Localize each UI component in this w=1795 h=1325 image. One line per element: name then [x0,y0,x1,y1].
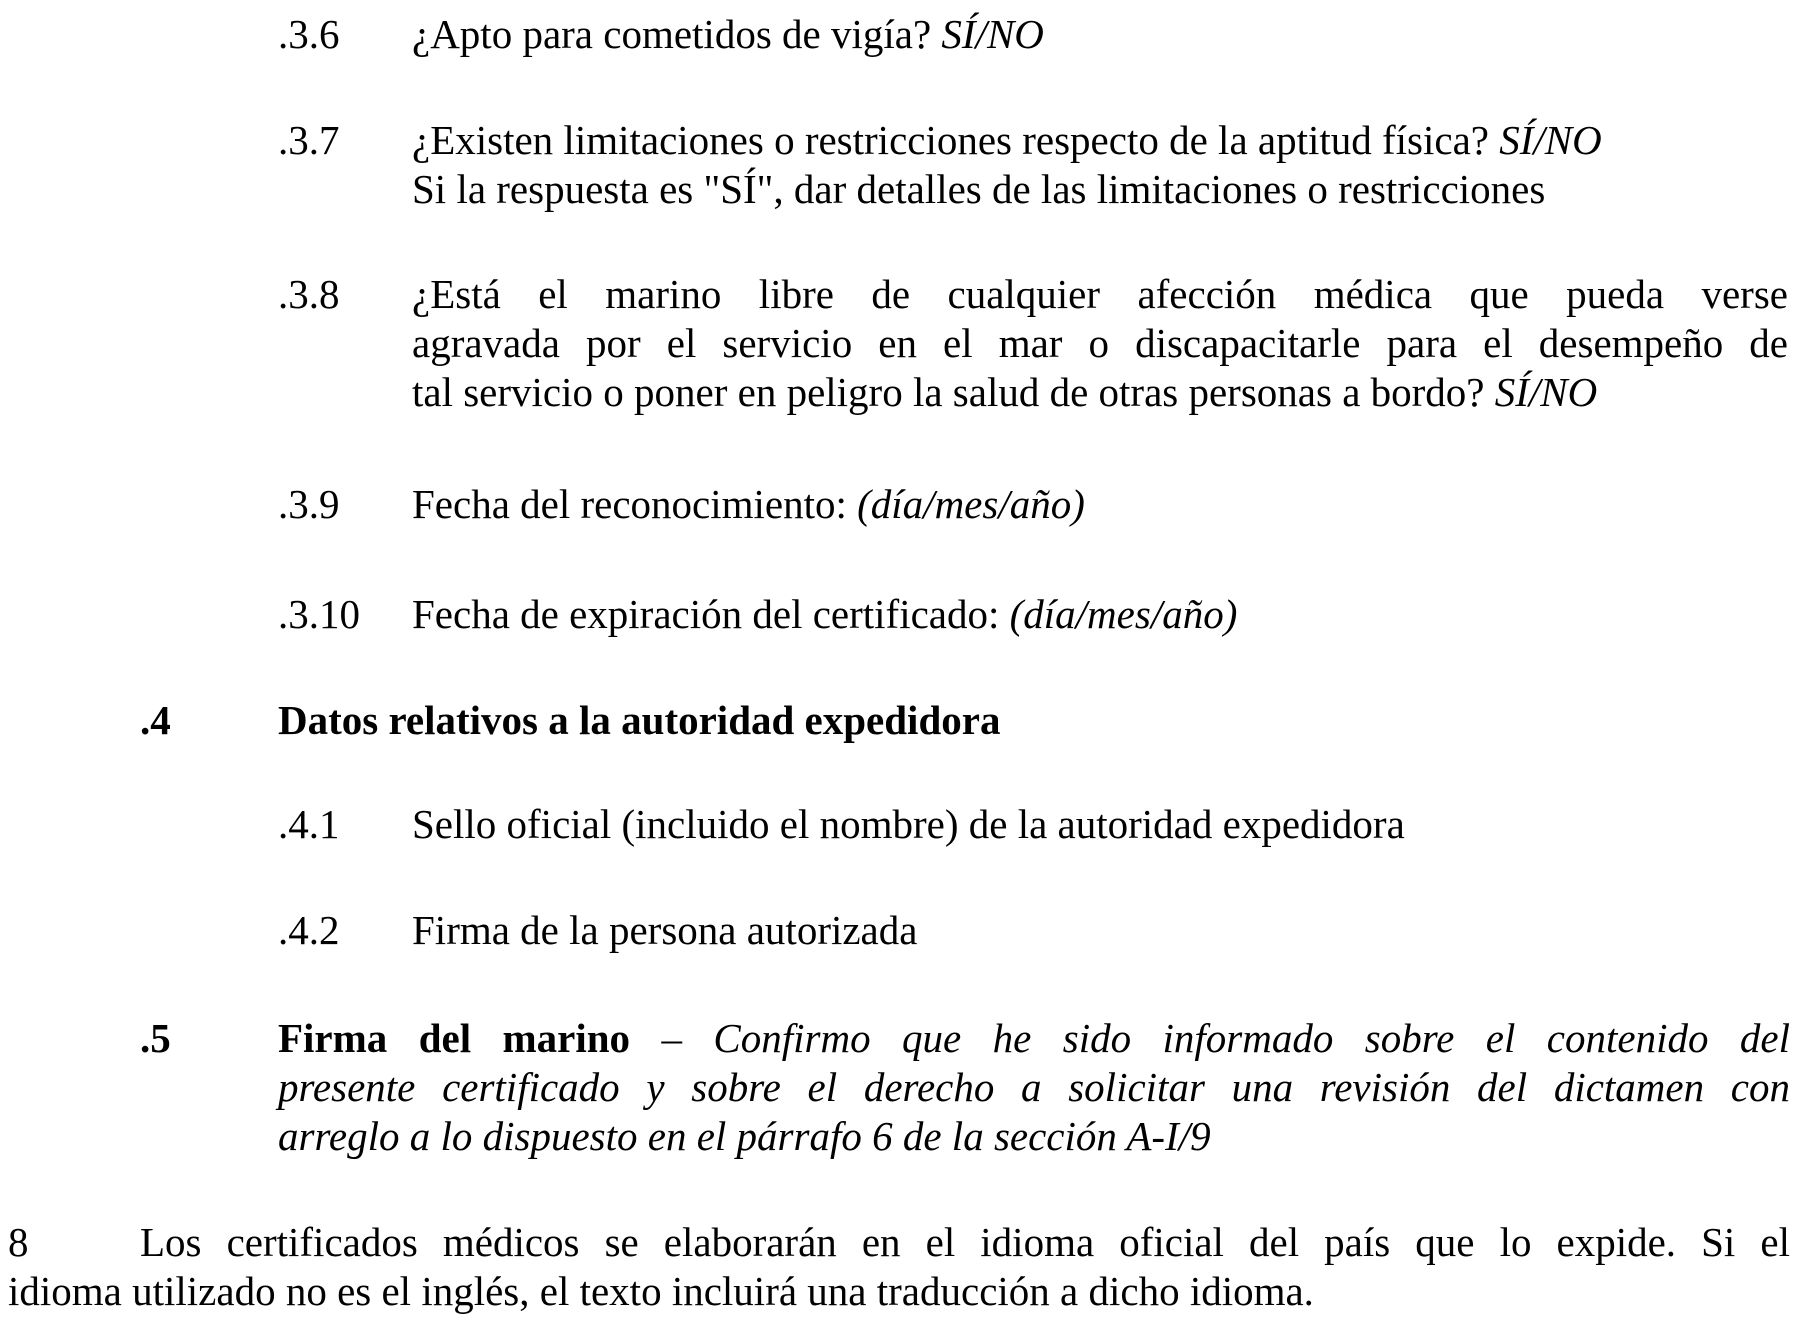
item-number: .4.2 [278,907,340,953]
item-number: .3.9 [278,481,340,527]
question-text: tal servicio o poner en peligro la salud de otras personas a bordo? [412,369,1495,415]
yes-no-option: SÍ/NO [941,11,1044,57]
text-line [8,1218,1790,1267]
item-text: Firma de la persona autorizada [412,907,918,953]
yes-no-option: SÍ/NO [1499,117,1602,163]
date-format-hint: (día/mes/año) [857,481,1085,527]
item-text [412,480,1788,529]
item-number: .3.8 [278,271,340,317]
text-line: idioma utilizado no es el inglés, el texto incluirá una traducción a dicho idioma. [8,1268,1314,1314]
item-text [412,10,1788,59]
item-text [412,116,1788,214]
text-line: ¿Está el marino libre de cualquier afección médica que pueda verse [412,271,1788,317]
text-line: presente certificado y sobre el derecho a solicitar una revisión del dictamen con [278,1064,1790,1110]
item-number: .3.6 [278,11,340,57]
paragraph-number: 8 [8,1219,29,1265]
item-text [412,270,1788,417]
yes-no-option: SÍ/NO [1494,369,1598,415]
item-number: .3.10 [278,591,360,637]
text-line: arreglo a lo dispuesto en el párrafo 6 de la sección A-I/9 [278,1113,1211,1159]
dash: – [630,1015,714,1061]
section-text [278,1014,1790,1161]
item-number: .3.7 [278,117,340,163]
text-line: agravada por el servicio en el mar o discapacitarle para el desempeño de [412,320,1788,366]
text-line [278,1014,1790,1063]
text-line [412,368,1788,417]
question-text: Fecha del reconocimiento: [412,481,858,527]
paragraph-8 [8,1218,1790,1316]
date-format-hint: (día/mes/año) [1009,591,1238,637]
question-text: ¿Apto para cometidos de vigía? [412,11,942,57]
text-line: Si la respuesta es "SÍ", dar detalles de las limitaciones o restricciones [412,166,1546,212]
section-number: .4 [140,697,171,743]
text-line [412,116,1788,165]
section-title: Datos relativos a la autoridad expedidora [278,697,1001,743]
section-title: Firma del marino [278,1015,631,1061]
question-text: Fecha de expiración del certificado: [412,591,1010,637]
paragraph-text: Los certificados médicos se elaborarán en el idioma oficial del país que lo expide. Si el [140,1219,1790,1265]
question-text: ¿Existen limitaciones o restricciones respecto de la aptitud física? [412,117,1500,163]
item-text: Sello oficial (incluido el nombre) de la autoridad expedidora [412,801,1405,847]
item-text [412,590,1788,639]
section-number: .5 [140,1015,171,1061]
confirmation-text: Confirmo que he sido informado sobre el contenido del [713,1015,1790,1061]
item-number: .4.1 [278,801,340,847]
